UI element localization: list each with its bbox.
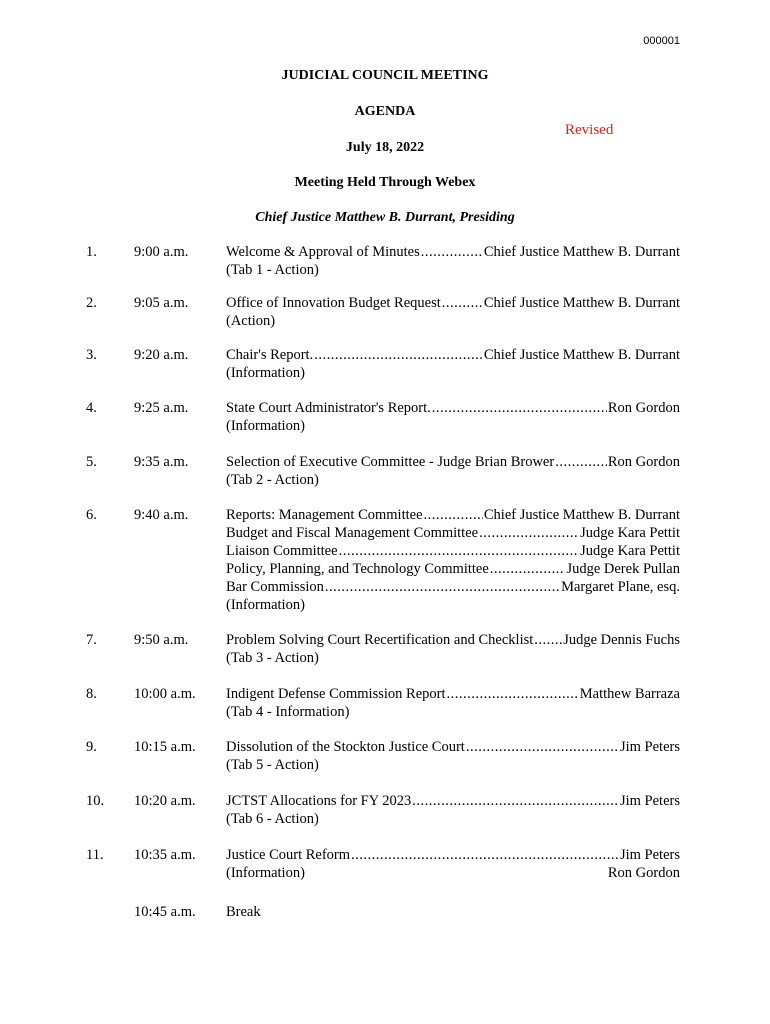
- agenda-item-topic: Chair's Report.: [226, 347, 314, 363]
- agenda-item-time: 10:35 a.m.: [134, 847, 196, 863]
- agenda-item-topic: (Tab 1 - Action): [226, 262, 319, 278]
- dot-leader: [412, 792, 619, 810]
- agenda-item-time: 10:00 a.m.: [134, 686, 196, 702]
- agenda-item-number: 1.: [86, 244, 97, 260]
- agenda-item-topic: Selection of Executive Committee - Judge Brian Brower: [226, 454, 555, 470]
- dot-leader: [466, 738, 619, 756]
- dot-leader: [424, 506, 483, 524]
- agenda-item-description: [226, 453, 680, 489]
- agenda-item-description: [226, 903, 680, 921]
- page-number: 000001: [643, 35, 680, 47]
- agenda-item-presenter: Margaret Plane, esq.: [561, 579, 680, 595]
- agenda-item-presenter: Judge Kara Pettit: [580, 525, 680, 541]
- agenda-item-topic: (Tab 5 - Action): [226, 757, 319, 773]
- agenda-item-presenter: Jim Peters: [619, 739, 680, 755]
- agenda-item-presenter: Judge Derek Pullan: [566, 561, 680, 577]
- dot-leader: [555, 453, 607, 471]
- agenda-item-presenter: Chief Justice Matthew B. Durrant: [483, 244, 680, 260]
- agenda-item-presenter: Chief Justice Matthew B. Durrant: [483, 507, 680, 523]
- agenda-item-topic: Office of Innovation Budget Request: [226, 295, 441, 311]
- agenda-item-number: 2.: [86, 295, 97, 311]
- meeting-title: JUDICIAL COUNCIL MEETING: [281, 68, 489, 83]
- agenda-item-time: 9:05 a.m.: [134, 295, 189, 311]
- dot-leader: [351, 846, 619, 864]
- agenda-item-topic: (Information): [226, 365, 305, 381]
- agenda-item-presenter: Jim Peters: [619, 847, 680, 863]
- dot-leader: [479, 524, 579, 542]
- agenda-item-presenter: Ron Gordon: [607, 865, 680, 881]
- dot-leader: [421, 243, 483, 261]
- dot-leader: [305, 864, 608, 882]
- agenda-item-number: 7.: [86, 632, 97, 648]
- agenda-item-description: [226, 243, 680, 279]
- agenda-item-presenter: Chief Justice Matthew B. Durrant: [483, 347, 680, 363]
- agenda-item-presenter: Jim Peters: [619, 793, 680, 809]
- agenda-item-presenter: Judge Dennis Fuchs: [563, 632, 680, 648]
- meeting-date: July 18, 2022: [345, 140, 425, 155]
- agenda-item-number: 3.: [86, 347, 97, 363]
- agenda-item-topic: Indigent Defense Commission Report: [226, 686, 446, 702]
- meeting-location: Meeting Held Through Webex: [294, 175, 476, 190]
- agenda-item-time: 10:20 a.m.: [134, 793, 196, 809]
- agenda-item-presenter: Chief Justice Matthew B. Durrant: [483, 295, 680, 311]
- agenda-item-number: 11.: [86, 847, 104, 863]
- agenda-item-topic: (Action): [226, 313, 276, 329]
- agenda-item-description: [226, 399, 680, 435]
- agenda-item-description: [226, 846, 680, 882]
- agenda-item-presenter: Ron Gordon: [607, 454, 680, 470]
- agenda-item-time: 9:25 a.m.: [134, 400, 189, 416]
- dot-leader: [490, 560, 566, 578]
- agenda-item-topic: JCTST Allocations for FY 2023: [226, 793, 412, 809]
- dot-leader: [432, 399, 607, 417]
- agenda-item-topic: Justice Court Reform: [226, 847, 351, 863]
- agenda-item-description: [226, 631, 680, 667]
- agenda-item-topic: (Tab 3 - Action): [226, 650, 319, 666]
- agenda-item-topic: Budget and Fiscal Management Committee: [226, 525, 479, 541]
- agenda-item-topic: Liaison Committee: [226, 543, 338, 559]
- agenda-item-description: [226, 506, 680, 614]
- dot-leader: [534, 631, 562, 649]
- agenda-item-number: 5.: [86, 454, 97, 470]
- agenda-item-topic: State Court Administrator's Report.: [226, 400, 431, 416]
- agenda-item-number: 9.: [86, 739, 97, 755]
- dot-leader: [446, 685, 578, 703]
- agenda-item-topic: (Information): [226, 597, 305, 613]
- dot-leader: [442, 294, 483, 312]
- agenda-item-presenter: Ron Gordon: [607, 400, 680, 416]
- agenda-item-topic: Policy, Planning, and Technology Committee: [226, 561, 489, 577]
- dot-leader: [314, 346, 483, 364]
- agenda-heading: AGENDA: [354, 104, 416, 119]
- agenda-item-description: [226, 685, 680, 721]
- agenda-item-topic: Bar Commission: [226, 579, 324, 595]
- dot-leader: [325, 578, 560, 596]
- agenda-item-time: 9:35 a.m.: [134, 454, 189, 470]
- agenda-item-topic: Reports: Management Committee: [226, 507, 423, 523]
- agenda-item-time: 9:20 a.m.: [134, 347, 189, 363]
- agenda-item-description: [226, 346, 680, 382]
- agenda-item-description: [226, 792, 680, 828]
- agenda-item-presenter: Judge Kara Pettit: [580, 543, 680, 559]
- agenda-item-time: 9:50 a.m.: [134, 632, 189, 648]
- agenda-item-time: 10:15 a.m.: [134, 739, 196, 755]
- revised-label: Revised: [565, 122, 614, 138]
- agenda-item-topic: (Tab 4 - Information): [226, 704, 350, 720]
- agenda-item-topic: Break: [226, 904, 261, 920]
- agenda-item-time: 9:40 a.m.: [134, 507, 189, 523]
- agenda-item-time: 10:45 a.m.: [134, 904, 196, 920]
- agenda-item-topic: (Information): [226, 418, 305, 434]
- agenda-item-topic: Problem Solving Court Recertification and Checklist: [226, 632, 534, 648]
- agenda-item-topic: Welcome & Approval of Minutes: [226, 244, 420, 260]
- agenda-item-time: 9:00 a.m.: [134, 244, 189, 260]
- agenda-item-topic: (Information): [226, 865, 305, 881]
- agenda-item-number: 6.: [86, 507, 97, 523]
- presiding-officer: Chief Justice Matthew B. Durrant, Presiding: [255, 210, 515, 225]
- agenda-item-number: 10.: [86, 793, 105, 809]
- agenda-item-presenter: Matthew Barraza: [579, 686, 680, 702]
- agenda-item-topic: (Tab 2 - Action): [226, 472, 319, 488]
- agenda-item-description: [226, 294, 680, 330]
- agenda-item-topic: Dissolution of the Stockton Justice Court: [226, 739, 465, 755]
- dot-leader: [339, 542, 580, 560]
- agenda-item-topic: (Tab 6 - Action): [226, 811, 319, 827]
- agenda-item-number: 4.: [86, 400, 97, 416]
- agenda-item-number: 8.: [86, 686, 97, 702]
- agenda-item-description: [226, 738, 680, 774]
